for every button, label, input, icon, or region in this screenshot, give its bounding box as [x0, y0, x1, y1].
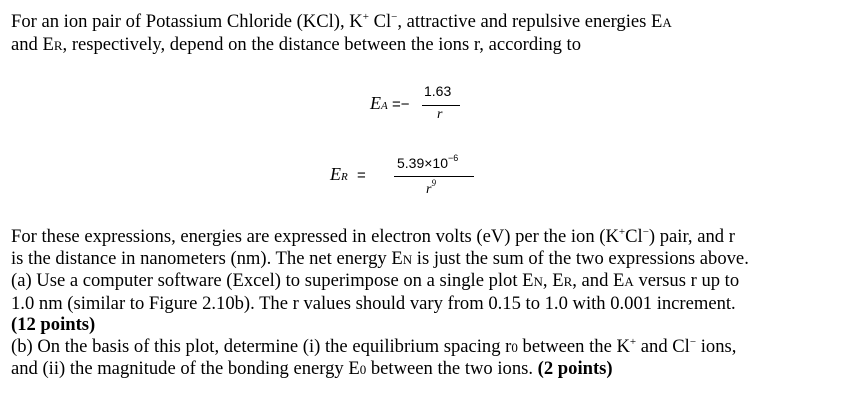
- question-paragraph: [11, 226, 836, 381]
- small-cap-subscript: N: [533, 274, 543, 289]
- text-run: For these expressions, energies are expressed in electron volts (eV) per the ion (K: [11, 226, 619, 247]
- fraction-bar: [422, 105, 460, 106]
- text-run: and Cl: [636, 335, 690, 357]
- small-cap-subscript: R: [53, 37, 63, 53]
- denominator-exponent: 9: [431, 178, 436, 188]
- equation-lhs: EA: [370, 93, 388, 113]
- points-label: (2 points): [537, 358, 613, 379]
- text-run: Cl: [625, 226, 643, 247]
- equation-denominator: r: [437, 107, 443, 122]
- fraction-bar: [394, 176, 474, 177]
- text-run: (b) On the basis of this plot, determine (i) the equilibrium spacing r: [11, 335, 512, 357]
- intro-line-1: [11, 11, 836, 34]
- intro-line-2: [11, 34, 836, 57]
- text-run: , respectively, depend on the distance between the ions r, according to: [62, 33, 582, 55]
- repulsive-energy-equation: [330, 153, 480, 203]
- question-line-7: [11, 358, 836, 381]
- text-run: , and E: [572, 270, 625, 291]
- text-run: versus r up to: [633, 270, 740, 291]
- text-run: between the two ions.: [366, 358, 538, 379]
- equation-lhs: ER: [330, 164, 348, 184]
- text-run: ) pair, and r: [648, 226, 735, 247]
- question-line-1: [11, 226, 836, 248]
- superscript: +: [618, 226, 626, 238]
- equation-numerator: $5.39\times 10^{-6}$: [397, 153, 459, 171]
- points-label: (12 points): [11, 314, 96, 335]
- text-run: is the distance in nanometers (nm). The net energy E: [11, 247, 403, 269]
- small-cap-subscript: N: [402, 251, 413, 267]
- text-run: , attractive and repulsive energies E: [397, 11, 663, 32]
- superscript: −: [642, 226, 649, 238]
- superscript: −: [689, 335, 697, 348]
- text-run: For an ion pair of Potassium Chloride (KCl), K: [11, 11, 363, 32]
- equation-operator: =: [357, 167, 366, 184]
- question-line-3: [11, 270, 836, 293]
- small-cap-subscript: A: [662, 15, 672, 30]
- equation-lhs-subscript: A: [381, 100, 388, 112]
- small-cap-subscript: 0: [511, 339, 518, 355]
- text-run: is just the sum of the two expressions above.: [412, 247, 749, 269]
- equation-numerator: 1.63: [424, 83, 452, 99]
- attractive-energy-equation: [370, 83, 470, 133]
- small-cap-subscript: 0: [359, 362, 367, 377]
- equation-operator: =−: [392, 96, 410, 113]
- numerator-exponent: −6: [448, 153, 459, 163]
- question-line-6: [11, 336, 836, 359]
- text-run: (a) Use a computer software (Excel) to superimpose on a single plot E: [11, 270, 534, 291]
- text-run: and E: [11, 33, 54, 55]
- equation-denominator: $r^9$: [426, 178, 436, 197]
- text-run: and (ii) the magnitude of the bonding energy E: [11, 358, 360, 379]
- text-run: , E: [542, 270, 564, 291]
- superscript: +: [362, 11, 369, 23]
- superscript: +: [629, 335, 637, 348]
- question-line-4: 1.0 nm (similar to Figure 2.10b). The r values should vary from 0.15 to 1.0 with 0.001 increment.: [11, 292, 736, 314]
- small-cap-subscript: A: [624, 274, 634, 289]
- small-cap-subscript: R: [563, 274, 573, 289]
- text-run: Cl: [368, 11, 392, 32]
- question-line-2: [11, 248, 836, 271]
- superscript: −: [391, 11, 398, 23]
- intro-paragraph: [11, 11, 836, 56]
- equation-lhs-subscript: R: [341, 171, 348, 183]
- question-line-5: [11, 314, 836, 336]
- text-run: ions,: [696, 335, 737, 357]
- text-run: between the K: [517, 335, 630, 357]
